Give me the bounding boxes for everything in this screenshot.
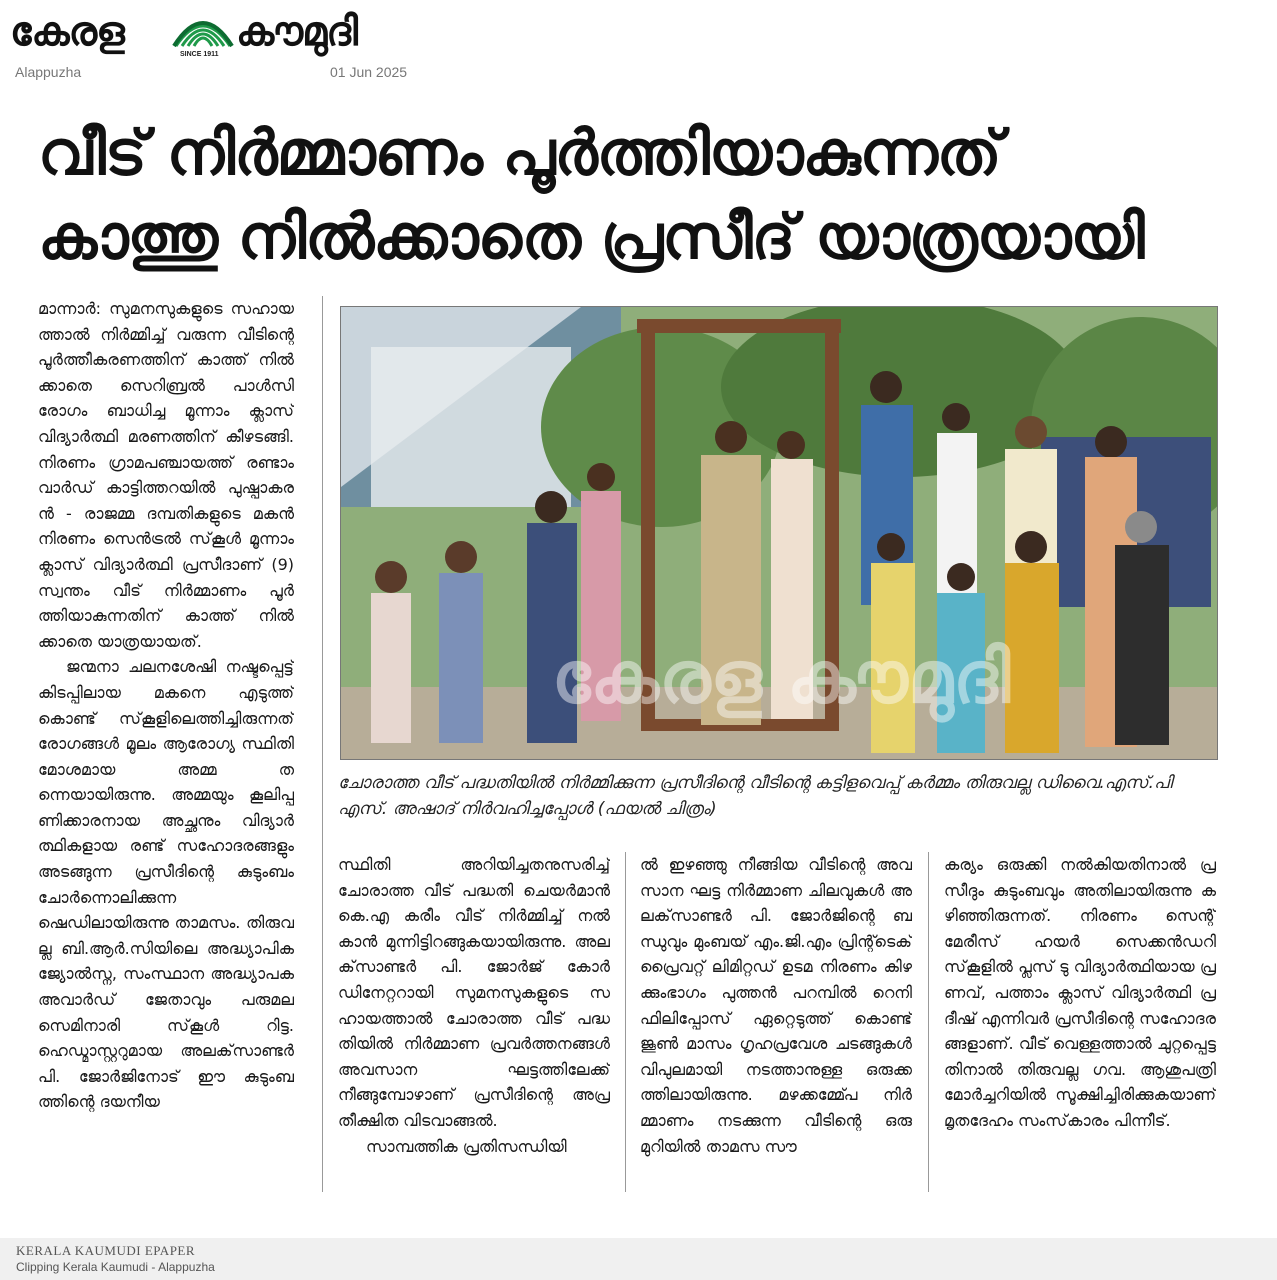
article-column-3	[640, 852, 912, 1192]
masthead-since: SINCE 1911	[180, 51, 219, 58]
news-photo-image	[340, 306, 1218, 760]
masthead	[10, 4, 410, 62]
photo-caption: ചോരാത്ത വീട് പദ്ധതിയിൽ നിർമ്മിക്കുന്ന പ്രസീദിന്റെ വീടിന്റെ കട്ടിളവെപ്പ് കർമ്മം തിരുവല്ല ഡിവൈ.എസ്.പി എസ്. അഷാദ് നിർവഹിച്ചപ്പോൾ (ഫയൽ ചിത്രം)	[338, 773, 1173, 819]
article-paragraph: ൽ ഇഴഞ്ഞു നീങ്ങിയ വീടിന്റെ അവസാന ഘട്ട നിർമ്മാണ ചിലവുകൾ അലക്‌സാണ്ടർ പി. ജോർജിന്റെ ബന്ധുവും മുംബയ് എം.ജി.എം പ്രിന്റ്ടെക് പ്രൈവറ്റ് ലിമിറ്റഡ് ഉടമ നിരണം കിഴക്കുംഭാഗം പുത്തൻ പറമ്പിൽ റെനി ഫിലിപ്പോസ് ഏറ്റെടുത്ത് കൊണ്ട് ജൂൺ മാസം ഗൃഹപ്രവേശ ചടങ്ങുകൾ വിപുലമായി നടത്താനുള്ള ഒരുക്കത്തിലായിരുന്നു. മഴക്കമ്മ്പേ നിർമ്മാണം നടക്കുന്ന വീടിന്റെ ഒരു മുറിയിൽ താമസ സൗ	[640, 855, 912, 1156]
photo-watermark: കേരള കൗമുദി	[551, 635, 1011, 719]
masthead-title-left: കേരള	[10, 9, 124, 55]
headline-line-2: കാത്തു നിൽക്കാതെ പ്രസീദ് യാത്രയായി	[38, 200, 1144, 273]
article-column-2	[338, 852, 610, 1192]
article-paragraph: ജന്മനാ ചലനശേഷി നഷ്ടപ്പെട്ട് കിടപ്പിലായ മകനെ എടുത്ത് കൊണ്ട് സ്‌കൂളിലെത്തിച്ചിരുന്നത് രോഗങ്ങൾ മൂലം ആരോഗ്യ സ്ഥിതി മോശമായ അമ്മ തന്നെയായിരുന്നു. അമ്മയും കൂലിപ്പണിക്കാരനായ അച്ഛനും വിദ്യാർത്ഥികളായ രണ്ട് സഹോദരങ്ങളും അടങ്ങുന്ന പ്രസീദിന്റെ കുടുംബം ചോർന്നൊലിക്കുന്ന ഷെഡിലായിരുന്നു താമസം. തിരുവല്ല ബി.ആർ.സിയിലെ അദ്ധ്യാപിക ജ്യോൽസ്ന, സംസ്ഥാന അദ്ധ്യാപക അവാർഡ് ജേതാവും പരുമല സെമിനാരി സ്‌കൂൾ റിട്ട. ഹെഡ്മാസ്റ്ററുമായ അലക്‌സാണ്ടർ പി. ജോർജിനോട് ഈ കുടുംബത്തിന്റെ ദയനീയ	[38, 657, 294, 1112]
headline-line-1: വീട് നിർമ്മാണം പൂർത്തിയാകുന്നത്	[38, 116, 1001, 189]
article-paragraph: മാന്നാർ: സുമനസുകളുടെ സഹായത്താൽ നിർമ്മിച്ച് വരുന്ന വീടിന്റെ പൂർത്തീകരണത്തിന് കാത്ത് നിൽക്കാതെ സെറിബ്രൽ പാൾസി രോഗം ബാധിച്ച മൂന്നാം ക്ലാസ് വിദ്യാർത്ഥി മരണത്തിന് കീഴടങ്ങി. നിരണം ഗ്രാമപഞ്ചായത്ത് രണ്ടാം വാർഡ് കാട്ടിത്തറയിൽ പുഷ്പാകരൻ - രാജമ്മ ദമ്പതികളുടെ മകൻ നിരണം സെൻട്രൽ സ്‌കൂൾ മൂന്നാം ക്ലാസ് വിദ്യാർത്ഥി പ്രസീദാണ് (9) സ്വന്തം വീട് നിർമ്മാണം പൂർത്തിയാകുന്നതിന് കാത്ത് നിൽക്കാതെ യാത്രയായത്.	[38, 299, 294, 651]
article-column-1	[38, 296, 294, 1196]
article-paragraph: സാമ്പത്തിക പ്രതിസന്ധിയി	[366, 1136, 567, 1156]
column-divider	[625, 852, 626, 1192]
publication-date: 01 Jun 2025	[330, 64, 408, 80]
article-paragraph: സ്ഥിതി അറിയിച്ചതനുസരിച്ച് ചോരാത്ത വീട് പദ്ധതി ചെയർമാൻ കെ.എ കരീം വീട് നിർമ്മിച്ച് നൽകാൻ മുന്നിട്ടിറങ്ങുകയായിരുന്നു. അലക്‌സാണ്ടർ പി. ജോർജ് കോർഡിനേറ്ററായി സുമനസുകളുടെ സഹായത്താൽ ചോരാത്ത വീട് പദ്ധതിയിൽ നിർമ്മാണ പ്രവർത്തനങ്ങൾ അവസാന ഘട്ടത്തിലേക്ക് നീങ്ങുമ്പോഴാണ് പ്രസീദിന്റെ അപ്രതീക്ഷിത വിടവാങ്ങൽ.	[338, 855, 610, 1130]
column-divider	[322, 296, 323, 1192]
masthead-title-right: കൗമുദി	[236, 9, 358, 55]
column-divider	[928, 852, 929, 1192]
photo-illustration	[341, 307, 1218, 760]
edition-label: Alappuzha	[15, 64, 82, 80]
footer-brand: KERALA KAUMUDI EPAPER	[16, 1243, 196, 1258]
article-column-4	[944, 852, 1216, 1192]
article-paragraph: കര്യം ഒരുക്കി നൽകിയതിനാൽ പ്രസീദും കുടുംബവും അതിലായിരുന്നു കഴിഞ്ഞിരുന്നത്. നിരണം സെന്റ് മേരീസ് ഹയർ സെക്കൻഡറി സ്‌കൂളിൽ പ്ലസ് ടു വിദ്യാർത്ഥിയായ പ്രണവ്, പത്താം ക്ലാസ് വിദ്യാർത്ഥി പ്രദീഷ് എന്നിവർ പ്രസീദിന്റെ സഹോദരങ്ങളാണ്. വീട് വെള്ളത്താൽ ചുറ്റപ്പെട്ടതിനാൽ തിരുവല്ല ഗവ. ആശുപത്രി മോർച്ചറിയിൽ സൂക്ഷിച്ചിരിക്കുകയാണ് മൃതദേഹം സംസ്‌കാരം പിന്നീട്.	[944, 855, 1216, 1130]
footer-clipping: Clipping Kerala Kaumudi - Alappuzha	[16, 1260, 215, 1274]
